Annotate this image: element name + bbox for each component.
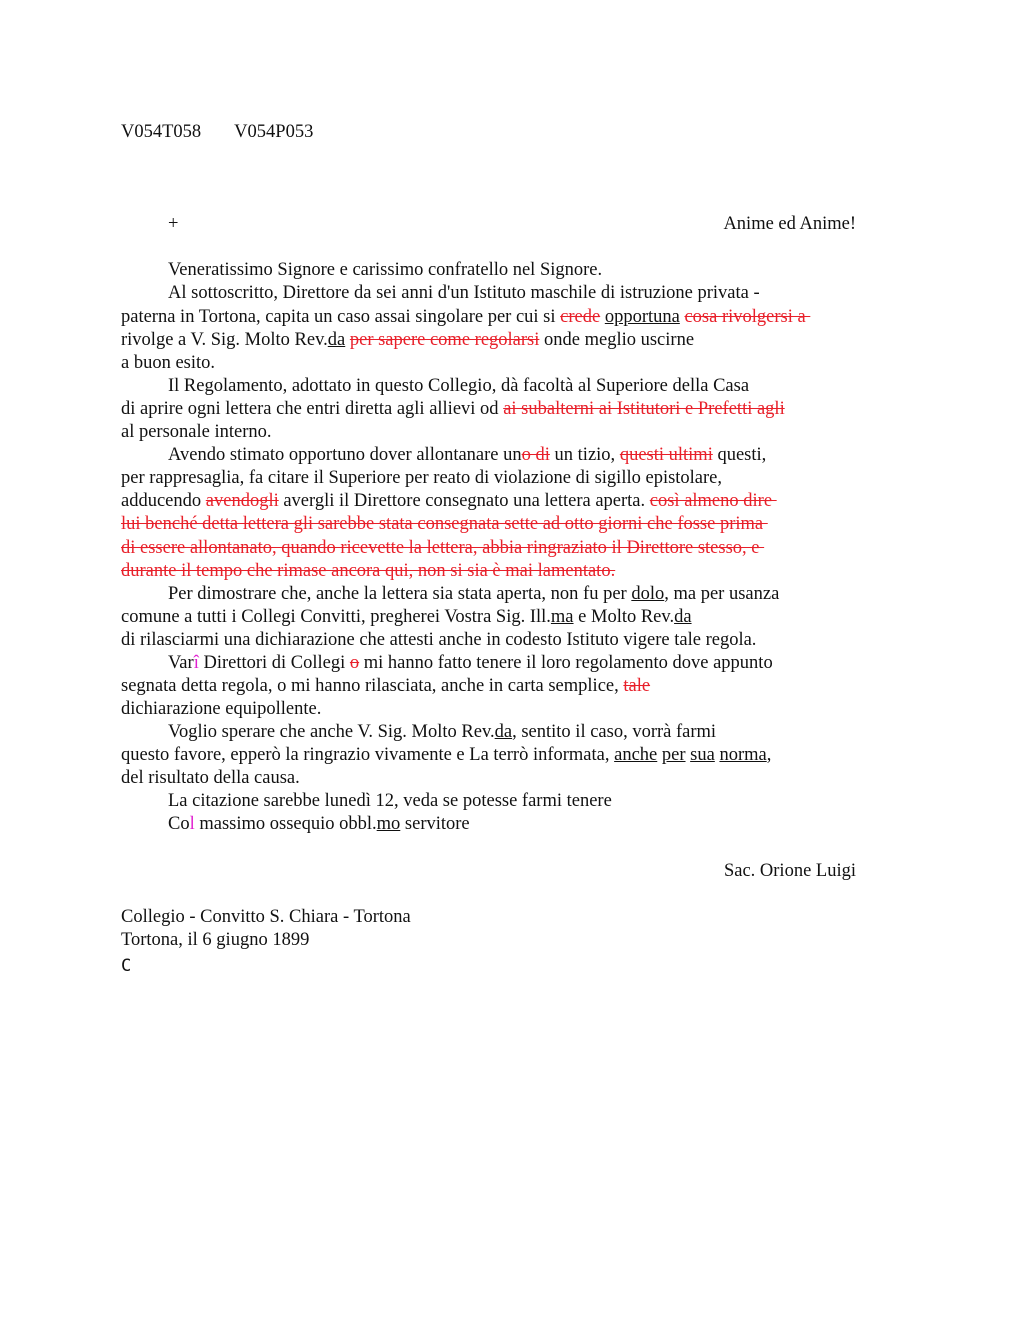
underlined-text: da (674, 607, 692, 627)
text-span: Voglio sperare che anche V. Sig. Molto Rev. (168, 722, 495, 742)
p3-line-1 (168, 444, 766, 467)
text-span: Per dimostrare che, anche la lettera sia stata aperta, non fu per (168, 584, 632, 604)
text-span: servitore (400, 814, 470, 834)
deleted-text: crede (560, 307, 601, 327)
text-span: rivolge a V. Sig. Molto Rev. (121, 330, 328, 350)
text-span: un tizio, (549, 445, 620, 465)
p5-line-2 (121, 675, 650, 698)
p1-line-4: a buon esito. (121, 353, 216, 373)
cross-mark: + (168, 214, 179, 234)
inserted-text: î (193, 653, 199, 673)
underlined-text: mo (376, 814, 401, 834)
p3-line-6: durante il tempo che rimase ancora qui, non si sia è mai lamentato. (121, 561, 616, 581)
p6-line-3: del risultato della causa. (121, 768, 300, 788)
p5-line-3: dichiarazione equipollente. (121, 699, 322, 719)
deleted-text: ai subalterni ai Istitutori e Prefetti agli (503, 399, 785, 419)
deleted-text: o (349, 653, 360, 673)
text-span: , (766, 745, 772, 765)
text-span: , sentito il caso, vorrà farmi (512, 722, 717, 742)
p7-line-1: La citazione sarebbe lunedì 12, veda se potesse farmi tenere (168, 791, 612, 811)
text-span: di aprire ogni lettera che entri diretta agli allievi od (121, 399, 504, 419)
footer-institution: Collegio - Convitto S. Chiara - Tortona (121, 907, 411, 927)
underlined-text: norma (719, 745, 767, 765)
text-span: Avendo stimato opportuno dover allontanare un (168, 445, 522, 465)
p2-line-1: Il Regolamento, adottato in questo Collegio, dà facoltà al Superiore della Casa (168, 376, 750, 396)
underlined-text: anche (614, 745, 658, 765)
footer-date: Tortona, il 6 giugno 1899 (121, 930, 310, 950)
p4-line-2 (121, 606, 692, 629)
underlined-text: da (494, 722, 513, 742)
inserted-text: l (189, 814, 195, 834)
signature: Sac. Orione Luigi (723, 861, 856, 881)
header-codes (121, 121, 313, 144)
text-span: Co (168, 814, 190, 834)
p1-line-1: Al sottoscritto, Direttore da sei anni d'un Istituto maschile di istruzione privata - (168, 283, 760, 303)
p6-line-2 (121, 744, 771, 767)
text-span: segnata detta regola, o mi hanno rilasciata, anche in carta semplice, (121, 676, 624, 696)
deleted-text: questi ultimi (619, 445, 713, 465)
footer-mark: C (121, 956, 132, 976)
text-span: questo favore, epperò la ringrazio vivamente e La terrò informata, (121, 745, 615, 765)
text-span: Direttori di Collegi (198, 653, 350, 673)
underlined-text: sua (690, 745, 715, 765)
p4-line-3: di rilasciarmi una dichiarazione che attesti anche in codesto Istituto vigere tale regola. (121, 630, 757, 650)
deleted-text: avendogli (205, 491, 279, 511)
deleted-text: per sapere come regolarsi (349, 330, 540, 350)
p1-line-3 (121, 329, 694, 352)
underlined-text: ma (550, 607, 574, 627)
p3-line-2: per rappresaglia, fa citare il Superiore per reato di violazione di sigillo epistolare, (121, 468, 723, 488)
underlined-text: da (327, 330, 346, 350)
text-span: avergli il Direttore consegnato una lettera aperta. (278, 491, 650, 511)
underlined-text: opportuna (604, 307, 680, 327)
underlined-text: dolo (631, 584, 665, 604)
header-code-t: V054T058 (121, 122, 202, 142)
text-span: comune a tutti i Collegi Convitti, pregherei Vostra Sig. Ill. (121, 607, 551, 627)
p3-line-4: lui benché detta lettera gli sarebbe stata consegnata sette ad otto giorni che fosse prima (121, 514, 768, 534)
closing-line (168, 813, 470, 836)
deleted-text: così almeno dire (649, 491, 777, 511)
deleted-text: cosa rivolgersi a (684, 307, 811, 327)
p3-line-5: di essere allontanato, quando ricevette la lettera, abbia ringraziato il Direttore stesso, e (121, 538, 765, 558)
deleted-text: o di (521, 445, 550, 465)
text-span: , ma per usanza (664, 584, 780, 604)
p2-line-2 (121, 398, 785, 421)
underlined-text: per (661, 745, 686, 765)
p4-line-1 (168, 583, 779, 606)
motto: Anime ed Anime! (723, 214, 856, 234)
deleted-text: tale (623, 676, 651, 696)
header-code-p: V054P053 (234, 122, 314, 142)
salutation: Veneratissimo Signore e carissimo confratello nel Signore. (168, 260, 603, 280)
text-span: e Molto Rev. (573, 607, 675, 627)
text-span: questi, (712, 445, 767, 465)
p5-line-1 (168, 652, 773, 675)
text-span: onde meglio uscirne (539, 330, 695, 350)
text-span: paterna in Tortona, capita un caso assai singolare per cui si (121, 307, 561, 327)
p3-line-3 (121, 490, 777, 513)
text-span: mi hanno fatto tenere il loro regolamento dove appunto (359, 653, 773, 673)
p1-line-2 (121, 306, 810, 329)
text-span: adducendo (121, 491, 206, 511)
text-span: Var (168, 653, 194, 673)
p6-line-1 (168, 721, 716, 744)
p2-line-3: al personale interno. (121, 422, 272, 442)
text-span: massimo ossequio obbl. (194, 814, 377, 834)
